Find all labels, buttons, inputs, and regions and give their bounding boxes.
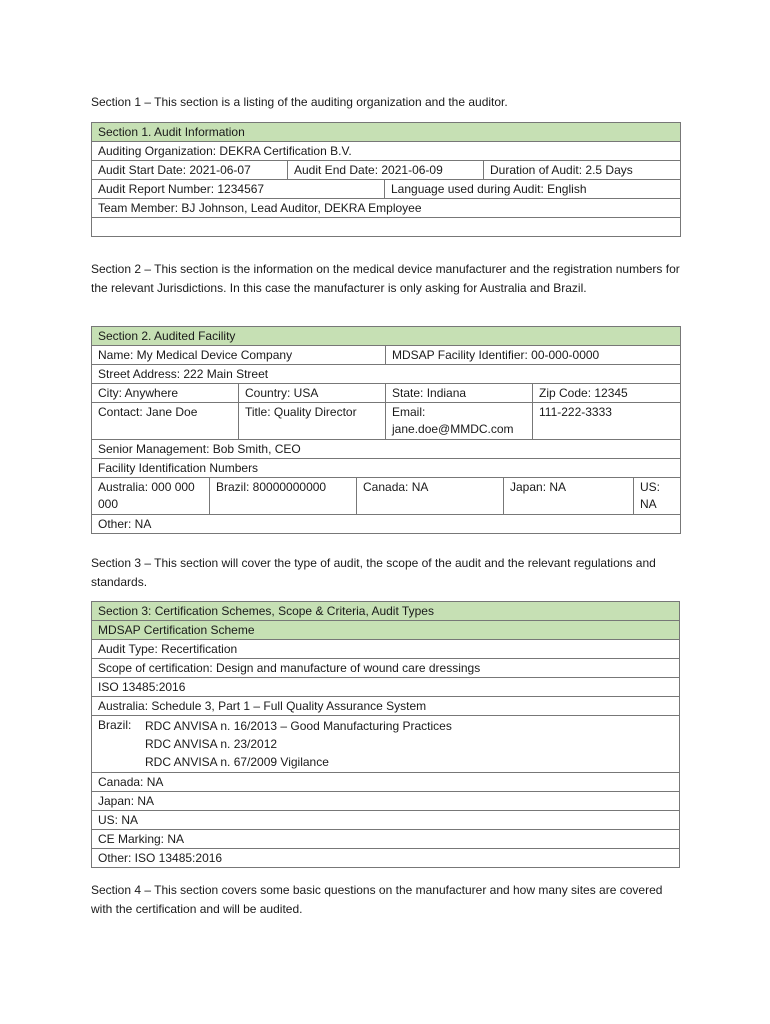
section2-table [91,326,681,534]
auditing-organization: Auditing Organization: DEKRA Certification B.V. [92,142,681,161]
brazil-regulation-line: RDC ANVISA n. 16/2013 – Good Manufacturing Practices [145,719,452,733]
japan-id-label: Japan: NA [504,478,634,514]
state: State: Indiana [386,384,533,403]
contact: Contact: Jane Doe [92,403,239,440]
section2-header: Section 2. Audited Facility [92,327,681,346]
brazil-label: Brazil: [98,718,132,732]
other-scheme: Other: ISO 13485:2016 [92,849,680,868]
japan-scheme: Japan: NA [92,792,680,811]
contact-email: Email: jane.doe@MMDC.com [386,403,533,440]
facility-identifier: MDSAP Facility Identifier: 00-000-0000 [386,346,681,365]
canada-scheme: Canada: NA [92,773,680,792]
audit-end-date: Audit End Date: 2021-06-09 [288,161,484,180]
brazil-regulation-line: RDC ANVISA n. 23/2012 [145,737,278,751]
city: City: Anywhere [92,384,239,403]
section3-intro: Section 3 – This section will cover the type of audit, the scope of the audit and the relevant regulations and standards. [91,556,656,589]
australia-scheme: Australia: Schedule 3, Part 1 – Full Quality Assurance System [92,697,680,716]
audit-type: Audit Type: Recertification [92,640,680,659]
street-address: Street Address: 222 Main Street [92,365,681,384]
section3-header: Section 3: Certification Schemes, Scope & Criteria, Audit Types [92,602,680,621]
team-member: Team Member: BJ Johnson, Lead Auditor, DEKRA Employee [92,199,681,218]
audit-duration: Duration of Audit: 2.5 Days [484,161,681,180]
brazil-regulation-line: RDC ANVISA n. 67/2009 Vigilance [145,755,329,769]
audit-language: Language used during Audit: English [385,180,681,199]
empty-row [92,218,681,237]
section2-intro: Section 2 – This section is the information on the medical device manufacturer and the registration numbers for the relevant Jurisdictions. In this case the manufacturer is only asking for Australia and Brazil. [91,262,680,295]
section4-intro: Section 4 – This section covers some basic questions on the manufacturer and how many sites are covered with the certification and will be audited. [91,883,663,916]
contact-phone: 111-222-3333 [533,403,681,440]
section1-table [91,122,681,237]
canada-id: Canada: NA [357,478,504,515]
section3-table [91,601,680,868]
section3-subheader: MDSAP Certification Scheme [92,621,680,640]
facility-name: Name: My Medical Device Company [92,346,386,365]
scope-of-certification: Scope of certification: Design and manufacture of wound care dressings [92,659,680,678]
section1-intro: Section 1 – This section is a listing of the auditing organization and the auditor. [91,95,508,109]
audit-start-date: Audit Start Date: 2021-06-07 [92,161,288,180]
iso-standard: ISO 13485:2016 [92,678,680,697]
us-id: US: NA [640,480,661,511]
brazil-regulations [92,716,680,773]
audit-report-number: Audit Report Number: 1234567 [92,180,385,199]
country: Country: USA [239,384,386,403]
section1-header: Section 1. Audit Information [92,123,681,142]
australia-id: Australia: 000 000 000 [92,478,210,515]
contact-title: Title: Quality Director [239,403,386,440]
us-scheme: US: NA [92,811,680,830]
other-id: Other: NA [92,515,681,534]
senior-management: Senior Management: Bob Smith, CEO [92,440,681,459]
japan-us-cell [504,478,681,515]
zip-code: Zip Code: 12345 [533,384,681,403]
ce-marking: CE Marking: NA [92,830,680,849]
facility-id-numbers-label: Facility Identification Numbers [92,459,681,478]
brazil-id: Brazil: 80000000000 [210,478,357,515]
